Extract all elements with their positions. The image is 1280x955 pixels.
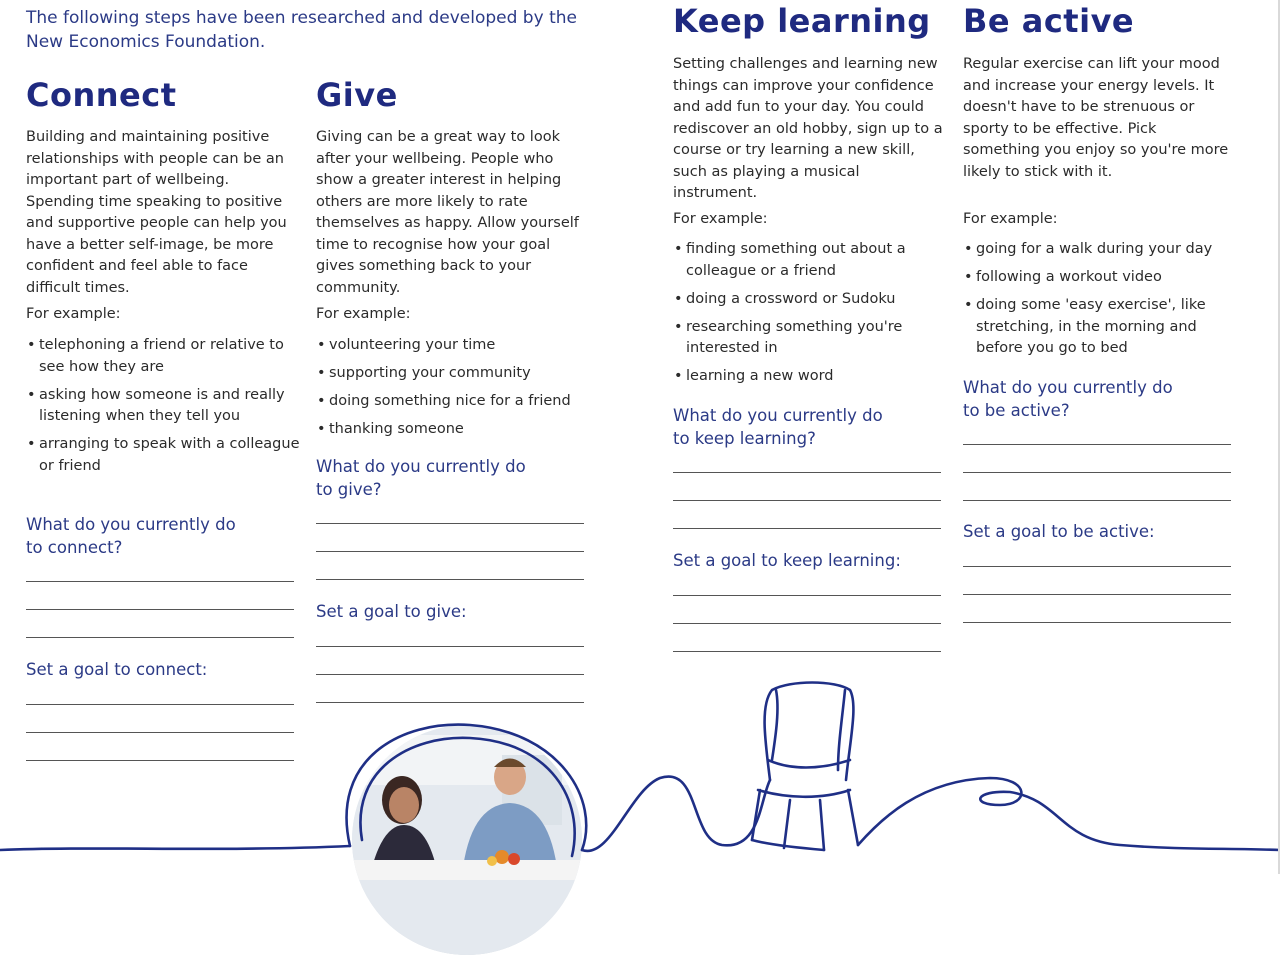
- list-item: • arranging to speak with a colleague or friend: [26, 434, 301, 477]
- list-item: • doing some 'easy exercise', like stretching, in the morning and before you go to bed: [963, 295, 1238, 360]
- list-item: • doing something nice for a friend: [316, 391, 591, 413]
- connect-for-example: For example:: [26, 306, 121, 322]
- list-item: • researching something you're interested in: [673, 317, 948, 360]
- be-active-body: Regular exercise can lift your mood and increase your energy levels. It doesn't have to be strenuous or sporty to be effective. Pick something you enjoy so you're more likely to stick with it.: [963, 56, 1229, 180]
- keep-learning-question: What do you currently do to keep learning?: [673, 406, 883, 448]
- list-item: • supporting your community: [316, 363, 591, 385]
- list-item: • telephoning a friend or relative to see how they are: [26, 335, 301, 378]
- list-item: • thanking someone: [316, 419, 591, 441]
- list-item: • going for a walk during your day: [963, 239, 1238, 261]
- list-item: • finding something out about a colleague or a friend: [673, 239, 948, 282]
- connect-heading: Connect: [26, 76, 177, 114]
- list-item: • volunteering your time: [316, 335, 591, 357]
- keep-learning-body: Setting challenges and learning new things can improve your confidence and add fun to your day. You could rediscover an old hobby, sign up to a course or try learning a new skill, such as playing a musical instrument.: [673, 56, 943, 201]
- connect-body: Building and maintaining positive relationships with people can be an important part of wellbeing. Spending time speaking to positive and supportive people can help you have a better self-image, be more confident and feel able to face difficult times.: [26, 129, 287, 296]
- intro-text: The following steps have been researched and developed by the New Economics Foundation.: [26, 8, 577, 52]
- be-active-question: What do you currently do to be active?: [963, 378, 1173, 420]
- connect-goal-label: Set a goal to connect:: [26, 660, 208, 679]
- list-item: • learning a new word: [673, 366, 948, 388]
- keep-learning-for-example: For example:: [673, 211, 768, 227]
- be-active-heading: Be active: [963, 2, 1135, 40]
- list-item: • following a workout video: [963, 267, 1238, 289]
- be-active-for-example: For example:: [963, 211, 1058, 227]
- give-heading: Give: [316, 76, 398, 114]
- keep-learning-heading: Keep learning: [673, 2, 931, 40]
- give-goal-label: Set a goal to give:: [316, 602, 467, 621]
- list-item: • asking how someone is and really listening when they tell you: [26, 385, 301, 428]
- connect-question: What do you currently do to connect?: [26, 515, 236, 557]
- give-body: Giving can be a great way to look after your wellbeing. People who show a greater interest in helping others are more likely to rate themselves as happy. Allow yourself time to recognise how your goal gives something back to your community.: [316, 129, 579, 296]
- be-active-goal-label: Set a goal to be active:: [963, 522, 1155, 541]
- keep-learning-goal-label: Set a goal to keep learning:: [673, 551, 901, 570]
- list-item: • doing a crossword or Sudoku: [673, 289, 948, 311]
- give-for-example: For example:: [316, 306, 411, 322]
- give-question: What do you currently do to give?: [316, 457, 526, 499]
